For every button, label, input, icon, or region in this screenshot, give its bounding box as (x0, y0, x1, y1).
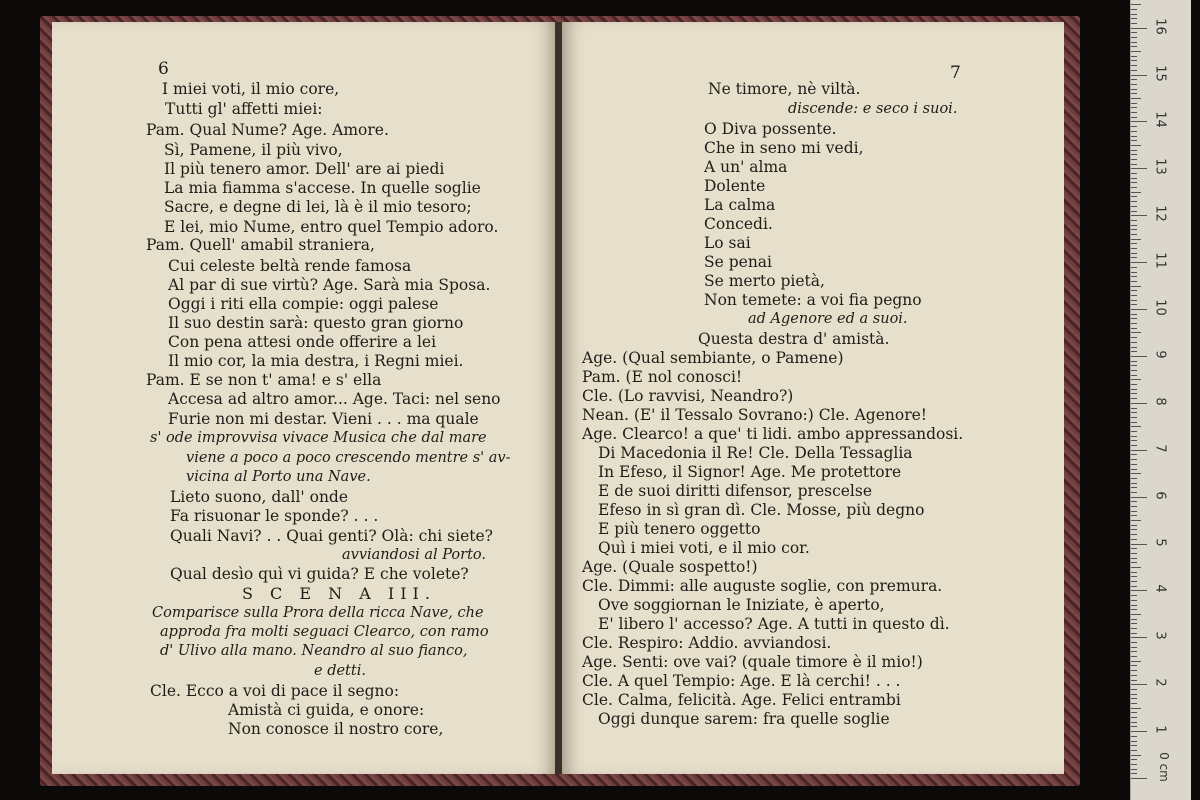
ruler-tick (1131, 708, 1141, 709)
text-line: Cle. Ecco a voi di pace il segno: (150, 682, 400, 700)
ruler-tick (1131, 150, 1137, 151)
text-line: Sacre, e degne di lei, là è il mio tesoro; (164, 198, 472, 216)
text-line: Se merto pietà, (704, 272, 825, 290)
text-line: Il mio cor, la mia destra, i Regni miei. (168, 352, 464, 370)
ruler-tick (1131, 656, 1137, 657)
ruler-number: 3 (1152, 631, 1168, 640)
ruler-tick (1131, 525, 1137, 526)
ruler-number: 1 (1152, 725, 1168, 734)
ruler-tick (1131, 548, 1137, 549)
ruler-number: 11 (1152, 252, 1168, 269)
stage-direction: ad Agenore ed a suoi. (748, 311, 908, 327)
ruler-tick (1131, 769, 1137, 770)
text-line: Quì i miei voti, e il mio cor. (598, 539, 810, 557)
ruler-tick (1131, 136, 1137, 137)
ruler-tick (1131, 257, 1137, 258)
ruler-number: 4 (1152, 584, 1168, 594)
text-line: Se penai (704, 253, 772, 271)
text-line: Con pena attesi onde offerire a lei (168, 333, 437, 351)
ruler-tick (1131, 107, 1137, 108)
ruler-tick (1131, 469, 1137, 470)
ruler-tick (1131, 741, 1137, 742)
text-line: Pam. Qual Nume? Age. Amore. (146, 121, 389, 139)
stage-direction: Comparisce sulla Prora della ricca Nave, che (152, 605, 484, 621)
ruler-tick (1131, 211, 1137, 212)
stage-direction: discende: e seco i suoi. (788, 101, 958, 117)
text-line: Efeso in sì gran dì. Cle. Mosse, più degno (598, 501, 925, 519)
stage-direction: e detti. (314, 663, 366, 679)
ruler-number: 2 (1152, 678, 1168, 687)
ruler-number: 9 (1152, 350, 1168, 359)
ruler-tick (1131, 722, 1137, 723)
ruler-number: 5 (1152, 537, 1168, 547)
ruler-number: 6 (1152, 490, 1168, 500)
ruler-tick (1131, 497, 1147, 498)
ruler-tick (1131, 328, 1137, 329)
ruler-tick (1131, 93, 1137, 94)
text-line: Cle. Dimmi: alle auguste soglie, con premura. (582, 577, 943, 595)
text-line: Age. Clearco! a que' ti lidi. ambo appressandosi. (582, 425, 964, 443)
ruler-tick (1131, 459, 1137, 460)
ruler-tick (1131, 698, 1137, 699)
ruler-tick (1131, 572, 1137, 573)
ruler-number: 10 (1152, 299, 1168, 316)
ruler-tick (1131, 267, 1137, 268)
ruler-tick (1131, 694, 1137, 695)
ruler-tick (1131, 164, 1137, 165)
ruler-tick (1131, 501, 1137, 502)
ruler-tick (1131, 745, 1137, 746)
stage-direction: avviandosi al Porto. (342, 547, 486, 563)
ruler-tick (1131, 103, 1137, 104)
ruler-tick (1131, 18, 1137, 19)
ruler-tick (1131, 417, 1137, 418)
ruler-tick (1131, 736, 1137, 737)
ruler-tick (1131, 276, 1137, 277)
ruler-tick (1131, 323, 1137, 324)
ruler-tick (1131, 586, 1137, 587)
ruler-tick (1131, 295, 1137, 296)
ruler-tick (1131, 534, 1137, 535)
text-line: E de suoi diritti difensor, prescelse (598, 482, 873, 500)
ruler-tick (1131, 9, 1137, 10)
ruler-tick (1131, 60, 1137, 61)
ruler-number: 14 (1152, 111, 1168, 129)
text-line: Sì, Pamene, il più vivo, (164, 141, 343, 159)
ruler-tick (1131, 178, 1137, 179)
text-line: Cle. Calma, felicità. Age. Felici entrambi (582, 691, 901, 709)
text-line: Tutti gl' affetti miei: (165, 100, 323, 118)
ruler-tick (1131, 4, 1141, 5)
ruler-tick (1131, 370, 1137, 371)
text-line: Oggi i riti ella compie: oggi palese (168, 295, 439, 313)
ruler-tick (1131, 173, 1137, 174)
ruler-tick (1131, 567, 1141, 568)
ruler-tick (1131, 590, 1147, 591)
ruler-tick (1131, 65, 1137, 66)
ruler-tick (1131, 562, 1137, 563)
ruler-tick (1131, 426, 1141, 427)
text-line: Fa risuonar le sponde? . . . (170, 507, 379, 525)
ruler-number: 16 (1152, 17, 1168, 35)
ruler-tick (1131, 675, 1137, 676)
ruler-tick (1131, 121, 1147, 122)
ruler-number: 12 (1152, 205, 1168, 222)
text-line: Ove soggiornan le Iniziate, è aperto, (598, 596, 885, 614)
ruler-tick (1131, 342, 1137, 343)
ruler-tick (1131, 393, 1137, 394)
text-line: Non temete: a voi fia pegno (704, 291, 922, 309)
ruler-tick (1131, 515, 1137, 516)
text-line: Pam. (E nol conosci! (582, 368, 743, 386)
ruler-number: 13 (1152, 158, 1168, 176)
text-line: Questa destra d' amistà. (698, 330, 890, 348)
text-line: Cle. Respiro: Addio. avviandosi. (582, 634, 832, 652)
ruler-tick (1131, 337, 1137, 338)
ruler-tick (1131, 332, 1141, 333)
ruler-tick (1131, 126, 1137, 127)
ruler-tick (1131, 318, 1137, 319)
text-line: Ne timore, nè viltà. (708, 80, 861, 98)
ruler-tick (1131, 581, 1137, 582)
ruler-tick (1131, 403, 1147, 404)
ruler-tick (1131, 633, 1137, 634)
ruler-tick (1131, 647, 1137, 648)
ruler-tick (1131, 37, 1137, 38)
stage-direction: vicina al Porto una Nave. (186, 469, 371, 485)
ruler-tick (1131, 131, 1137, 132)
ruler-tick (1131, 759, 1137, 760)
ruler-tick (1131, 145, 1141, 146)
text-line: Lo sai (704, 234, 751, 252)
ruler-tick (1131, 23, 1137, 24)
text-line: Age. (Qual sembiante, o Pamene) (582, 349, 844, 367)
ruler-tick (1131, 408, 1137, 409)
ruler-tick (1131, 558, 1137, 559)
text-line: Age. Senti: ove vai? (quale timore è il mio!) (582, 653, 923, 671)
ruler-tick (1131, 600, 1137, 601)
ruler-tick (1131, 670, 1137, 671)
ruler-tick (1131, 595, 1137, 596)
ruler-tick (1131, 619, 1137, 620)
ruler-tick (1131, 239, 1141, 240)
text-line: Lieto suono, dall' onde (170, 488, 349, 506)
ruler-tick (1131, 182, 1137, 183)
ruler-tick (1131, 117, 1137, 118)
ruler-tick (1131, 665, 1137, 666)
ruler-tick (1131, 196, 1137, 197)
ruler-tick (1131, 511, 1137, 512)
ruler-tick (1131, 628, 1137, 629)
ruler-tick (1131, 14, 1137, 15)
ruler-tick (1131, 215, 1147, 216)
ruler-tick (1131, 281, 1137, 282)
ruler-tick (1131, 576, 1137, 577)
ruler-tick (1131, 75, 1147, 76)
text-line: Cle. A quel Tempio: Age. E là cerchi! . . . (582, 672, 901, 690)
ruler-tick (1131, 553, 1137, 554)
ruler-tick (1131, 89, 1137, 90)
ruler-tick (1131, 473, 1141, 474)
text-line: Oggi dunque sarem: fra quelle soglie (598, 710, 890, 728)
scene-heading: S C E N A III. (242, 584, 436, 603)
ruler-tick (1131, 436, 1137, 437)
ruler-tick (1131, 398, 1137, 399)
ruler-tick (1131, 440, 1137, 441)
ruler-tick (1131, 712, 1137, 713)
text-line: Il suo destin sarà: questo gran giorno (168, 314, 464, 332)
ruler-tick (1131, 379, 1141, 380)
ruler-tick (1131, 703, 1137, 704)
left-page (52, 22, 556, 774)
ruler-tick (1131, 51, 1141, 52)
ruler-tick (1131, 248, 1137, 249)
text-line: A un' alma (704, 158, 788, 176)
ruler-tick (1131, 506, 1137, 507)
ruler-tick (1131, 253, 1137, 254)
stage-direction: s' ode improvvisa vivace Musica che dal mare (150, 430, 487, 446)
ruler-tick (1131, 717, 1137, 718)
text-line: Quali Navi? . . Quai genti? Olà: chi siete? (170, 527, 493, 545)
text-line: Di Macedonia il Re! Cle. Della Tessaglia (598, 444, 913, 462)
ruler-tick (1131, 351, 1137, 352)
right-page (562, 22, 1064, 774)
ruler-unit-label: 0 cm (1156, 752, 1171, 782)
ruler-tick (1131, 431, 1137, 432)
ruler-tick (1131, 225, 1137, 226)
ruler-tick (1131, 384, 1137, 385)
ruler-tick (1131, 773, 1137, 774)
ruler-tick (1131, 304, 1137, 305)
text-line: In Efeso, il Signor! Age. Me protettore (598, 463, 902, 481)
ruler-tick (1131, 651, 1137, 652)
ruler-tick (1131, 454, 1137, 455)
ruler-tick (1131, 487, 1137, 488)
ruler-tick (1131, 375, 1137, 376)
ruler-tick (1131, 272, 1137, 273)
ruler-tick (1131, 187, 1137, 188)
text-line: Furie non mi destar. Vieni . . . ma quale (168, 410, 479, 428)
text-line: Amistà ci guida, e onore: (228, 701, 425, 719)
text-line: Il più tenero amor. Dell' are ai piedi (164, 160, 445, 178)
page-number: 7 (950, 63, 961, 83)
ruler-tick (1131, 422, 1137, 423)
text-line: Pam. Quell' amabil straniera, (146, 236, 375, 254)
ruler-number: 7 (1152, 444, 1168, 453)
ruler-number: 8 (1152, 397, 1168, 406)
ruler-tick (1131, 680, 1137, 681)
ruler-tick (1131, 314, 1137, 315)
ruler-tick (1131, 605, 1137, 606)
ruler-tick (1131, 79, 1137, 80)
ruler-tick (1131, 642, 1137, 643)
ruler-tick (1131, 445, 1137, 446)
ruler-tick (1131, 450, 1147, 451)
ruler-tick (1131, 243, 1137, 244)
ruler-tick (1131, 46, 1137, 47)
ruler-tick (1131, 234, 1137, 235)
ruler-tick (1131, 300, 1137, 301)
ruler-tick (1131, 637, 1147, 638)
ruler-tick (1131, 206, 1137, 207)
ruler-tick (1131, 412, 1137, 413)
text-line: Nean. (E' il Tessalo Sovrano:) Cle. Agenore! (582, 406, 928, 424)
ruler-tick (1131, 726, 1137, 727)
text-line: E lei, mio Nume, entro quel Tempio adoro. (164, 218, 499, 236)
ruler-tick (1131, 112, 1137, 113)
ruler-tick (1131, 492, 1137, 493)
ruler-tick (1131, 70, 1137, 71)
ruler-tick (1131, 154, 1137, 155)
text-line: La calma (704, 196, 776, 214)
ruler-tick (1131, 262, 1147, 263)
ruler-tick (1131, 32, 1137, 33)
ruler-tick (1131, 609, 1137, 610)
ruler-tick (1131, 168, 1147, 169)
stage-direction: d' Ulivo alla mano. Neandro al suo fianco, (160, 643, 468, 659)
text-line: I miei voti, il mio core, (162, 80, 340, 98)
stage-direction: approda fra molti seguaci Clearco, con ramo (160, 624, 489, 640)
ruler-tick (1131, 28, 1147, 29)
text-line: Pam. E se non t' ama! e s' ella (146, 371, 382, 389)
text-line: Non conosce il nostro core, (228, 720, 444, 738)
ruler-tick (1131, 731, 1147, 732)
text-line: Accesa ad altro amor... Age. Taci: nel seno (168, 390, 501, 408)
ruler-tick (1131, 623, 1137, 624)
ruler-tick (1131, 309, 1147, 310)
ruler-tick (1131, 750, 1137, 751)
text-line: Cui celeste beltà rende famosa (168, 257, 412, 275)
ruler-tick (1131, 539, 1137, 540)
page-number: 6 (158, 59, 169, 79)
ruler-tick (1131, 42, 1137, 43)
ruler-tick (1131, 365, 1137, 366)
ruler-tick (1131, 529, 1137, 530)
ruler-tick (1131, 464, 1137, 465)
text-line: Qual desìo quì vi guida? E che volete? (170, 565, 469, 583)
ruler-tick (1131, 478, 1137, 479)
text-line: Che in seno mi vedi, (704, 139, 864, 157)
ruler-tick (1131, 286, 1141, 287)
stage-direction: viene a poco a poco crescendo mentre s' av- (186, 450, 511, 466)
text-line: Concedi. (704, 215, 773, 233)
text-line: Dolente (704, 177, 766, 195)
ruler-tick (1131, 201, 1137, 202)
text-line: La mia fiamma s'accese. In quelle soglie (164, 179, 481, 197)
ruler-tick (1131, 614, 1141, 615)
ruler-tick (1131, 778, 1147, 779)
ruler-tick (1131, 356, 1147, 357)
ruler-tick (1131, 764, 1137, 765)
ruler-tick (1131, 755, 1141, 756)
ruler-tick (1131, 389, 1137, 390)
ruler-tick (1131, 84, 1137, 85)
ruler-tick (1131, 98, 1141, 99)
text-line: O Diva possente. (704, 120, 837, 138)
ruler-number: 15 (1152, 64, 1168, 82)
ruler-tick (1131, 689, 1137, 690)
ruler-tick (1131, 661, 1141, 662)
ruler-tick (1131, 290, 1137, 291)
text-line: Cle. (Lo ravvisi, Neandro?) (582, 387, 794, 405)
ruler-tick (1131, 220, 1137, 221)
ruler-tick (1131, 159, 1137, 160)
ruler-tick (1131, 229, 1137, 230)
text-line: E più tenero oggetto (598, 520, 761, 538)
text-line: Al par di sue virtù? Age. Sarà mia Sposa. (168, 276, 491, 294)
measuring-ruler (1130, 0, 1191, 800)
ruler-tick (1131, 520, 1141, 521)
ruler-tick (1131, 56, 1137, 57)
text-line: Age. (Quale sospetto!) (582, 558, 758, 576)
ruler-tick (1131, 347, 1137, 348)
ruler-tick (1131, 140, 1137, 141)
text-line: E' libero l' accesso? Age. A tutti in questo dì. (598, 615, 950, 633)
ruler-tick (1131, 192, 1141, 193)
ruler-tick (1131, 361, 1137, 362)
ruler-tick (1131, 684, 1147, 685)
ruler-tick (1131, 483, 1137, 484)
ruler-tick (1131, 544, 1147, 545)
